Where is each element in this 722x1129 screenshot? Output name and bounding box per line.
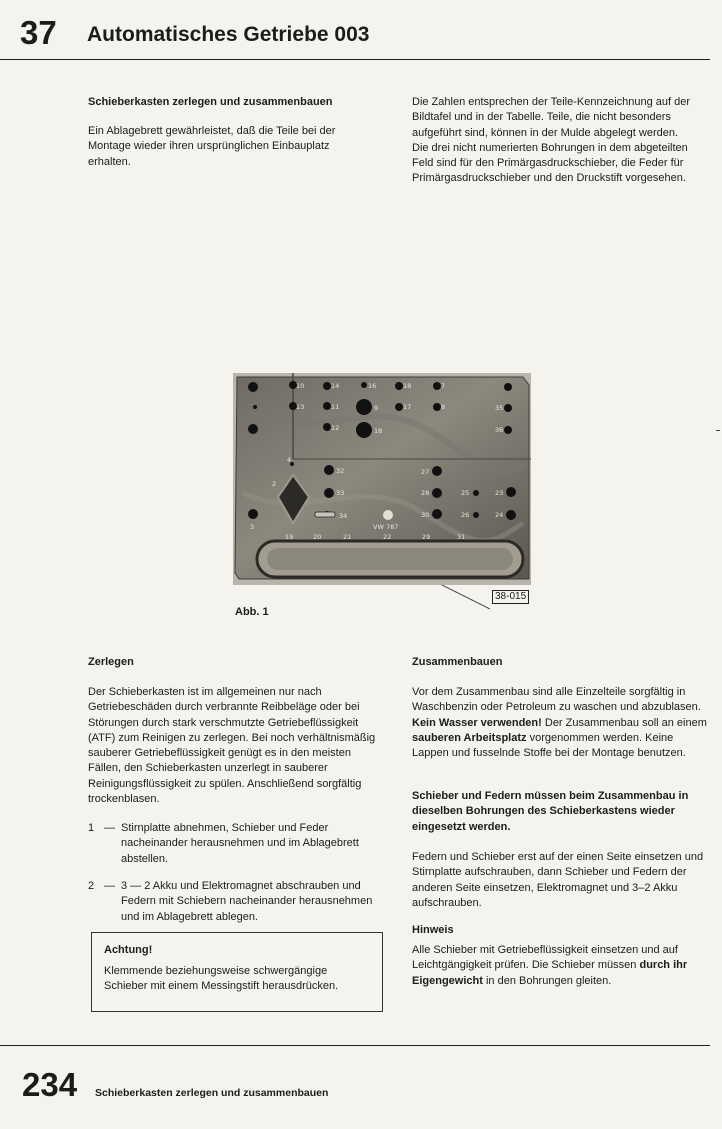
tray-label: 7	[441, 382, 446, 390]
tray-label: 18	[374, 427, 383, 435]
parts-tray-photo	[233, 373, 531, 585]
figure-explanation	[412, 95, 712, 187]
tray-label: 8	[441, 403, 446, 411]
tray-label: 32	[336, 467, 345, 475]
tray-label: 19	[285, 533, 294, 541]
figure-explanation-p1: Die Zahlen entsprechen der Teile-Kennzeichnung auf der Bildtafel und in der Tabelle. Teile, die nicht besonders aufgeführt sind, können in der Mulde abgelegt werden.	[412, 96, 691, 139]
tray-label: 11	[331, 403, 340, 411]
section-heading: Schieberkasten zerlegen und zusammenbauen	[88, 96, 333, 108]
step-dash: —	[104, 880, 115, 892]
text-run: Alle Schieber mit Getriebeflüssigkeit einsetzen und auf Leichtgängigkeit prüfen. Die Schieber müssen	[412, 944, 678, 972]
step-number: 2	[88, 880, 95, 892]
footer-title: Schieberkasten zerlegen und zusammenbauen	[95, 1087, 329, 1099]
text-run: Vor dem Zusammenbau sind alle Einzelteile sorgfältig in Waschbenzin oder Petroleum zu waschen und abzublasen.	[412, 686, 701, 714]
zusammenbauen-p1	[412, 685, 710, 761]
warning-box	[91, 932, 383, 1012]
tray-stamp: VW 787	[373, 523, 399, 531]
step-text: Stirnplatte abnehmen, Schieber und Feder nacheinander herausnehmen und im Ablagebrett abstellen.	[121, 822, 359, 865]
warning-title: Achtung!	[104, 944, 153, 956]
tray-label: 16	[368, 382, 377, 390]
chapter-number: 37	[20, 14, 57, 51]
header-rule	[0, 59, 710, 60]
zerlegen-heading: Zerlegen	[88, 656, 134, 668]
tray-label: 30	[421, 511, 430, 519]
tray-label: 21	[343, 533, 352, 541]
list-item	[88, 821, 378, 867]
tray-label: 3	[250, 523, 255, 531]
tray-label: 14	[331, 382, 340, 390]
chapter-title: Automatisches Getriebe 003	[87, 23, 370, 46]
tray-label: 23	[495, 489, 504, 497]
step-text: 3 — 2 Akku und Elektromagnet abschrauben und Federn mit Schiebern nacheinander herausnehmen und im Ablagebrett ablegen.	[121, 880, 373, 923]
parts-tray-board	[233, 373, 531, 585]
margin-mark	[716, 430, 720, 431]
emphasis: durch ihr Eigengewicht	[412, 959, 688, 987]
tray-label: 20	[313, 533, 322, 541]
emphasis: Kein Wasser verwenden!	[412, 716, 542, 729]
tray-label: 4	[287, 456, 292, 464]
tray-label: 18	[403, 382, 412, 390]
hint-heading: Hinweis	[412, 924, 454, 936]
leader-line	[440, 583, 500, 613]
step-dash: —	[104, 822, 115, 834]
tray-label: 13	[296, 403, 305, 411]
hint-text	[412, 943, 708, 989]
zerlegen-intro: Der Schieberkasten ist im allgemeinen nur nach Getriebeschäden durch verbrannte Reibbeläge oder bei Störungen durch stark verschmutzte Getriebeflüssigkeit (ATF) zum Reinigen zu zerlegen. Bei noch verhältnismäßig sauberer Getriebeflüssigkeit genügt es in den meisten Fällen, den Schieberkasten unzerlegt in sauberer Reinigungsflüssigkeit zu spülen. Anschließend sorgfältig trockenblasen.	[88, 686, 376, 806]
zusammenbauen-bold-paragraph: Schieber und Federn müssen beim Zusammenbau in dieselben Bohrungen des Schieberkastens wieder eingesetzt werden.	[412, 790, 689, 833]
footer-rule	[0, 1045, 710, 1046]
zusammenbauen-heading: Zusammenbauen	[412, 656, 503, 668]
tray-label: 26	[461, 511, 470, 519]
page-number: 234	[22, 1066, 78, 1103]
warning-text: Klemmende beziehungsweise schwergängige Schieber mit einem Messingstift herausdrücken.	[104, 965, 339, 993]
emphasis: sauberen Arbeitsplatz	[412, 731, 527, 744]
tray-label: 12	[331, 424, 340, 432]
tray-label: 28	[421, 489, 430, 497]
tray-label: 33	[336, 489, 345, 497]
text-run: in den Bohrungen gleiten.	[482, 974, 612, 987]
list-item	[88, 879, 378, 925]
tray-label: 25	[461, 489, 470, 497]
tray-label: 36	[495, 426, 504, 434]
text-run: vorgenommen werden. Keine Lappen und fusselnde Stoffe bei der Montage benutzen.	[412, 731, 686, 760]
tray-label: 29	[422, 533, 431, 541]
tray-label: 10	[296, 382, 305, 390]
figure-explanation-p2: Die drei nicht numerierten Bohrungen in dem abgeteilten Feld sind für den Primärgasdruckschieber, die Feder für Primärgasdruckschieber und den Druckstift vorgesehen.	[412, 141, 688, 185]
tray-label: 31	[457, 533, 466, 541]
figure-code: 38-015	[492, 590, 529, 604]
intro-paragraph: Ein Ablagebrett gewährleistet, daß die Teile bei der Montage wieder ihren ursprünglichen Einbauplatz erhalten.	[88, 125, 336, 168]
figure-caption: Abb. 1	[235, 606, 269, 618]
step-number: 1	[88, 822, 95, 834]
tray-label: 24	[495, 511, 504, 519]
tray-label: 27	[421, 468, 430, 476]
zusammenbauen-p3: Federn und Schieber erst auf der einen Seite einsetzen und Stirnplatte aufschrauben, dann Schieber und Federn der anderen Seite einsetzen, Elektromagnet und 3–2 Akku aufschrauben.	[412, 851, 704, 909]
text-run: Der Zusammenbau soll an einem	[541, 716, 707, 729]
tray-label: 22	[383, 533, 392, 541]
tray-label: 17	[403, 403, 412, 411]
tray-label: 35	[495, 404, 504, 412]
tray-label: 2	[272, 480, 277, 488]
tray-label: 9	[374, 404, 379, 412]
tray-label: 34	[339, 512, 348, 520]
